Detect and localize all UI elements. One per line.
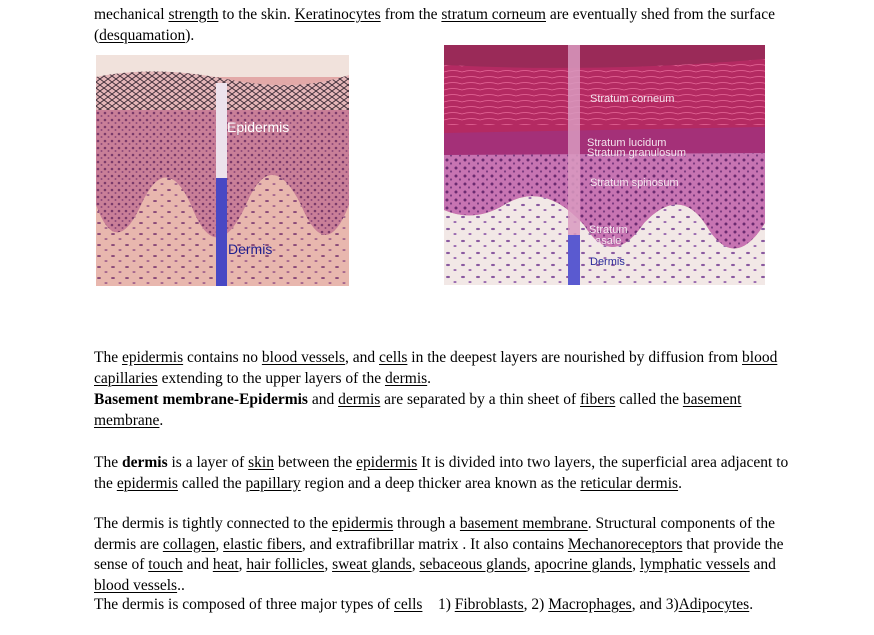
link-keratinocytes[interactable]: Keratinocytes bbox=[294, 6, 381, 23]
intro-paragraph bbox=[94, 5, 794, 46]
link-basement-membrane[interactable]: basement membrane bbox=[94, 391, 742, 429]
label-dermis-fig2: Dermis bbox=[590, 256, 625, 268]
link-hair-follicles[interactable]: hair follicles bbox=[246, 556, 325, 573]
dermis-intro-paragraph bbox=[94, 453, 794, 494]
label-stratum-granulosum: Stratum granulosum bbox=[587, 147, 687, 159]
text: and bbox=[749, 556, 776, 573]
text: , bbox=[632, 556, 640, 573]
label-stratum-spinosum: Stratum spinosum bbox=[590, 177, 679, 189]
link-cells[interactable]: cells bbox=[394, 596, 423, 613]
link-strength[interactable]: strength bbox=[168, 6, 219, 23]
text: , bbox=[411, 556, 420, 573]
link-cells[interactable]: cells bbox=[379, 349, 408, 366]
text: mechanical bbox=[94, 6, 169, 23]
text: The dermis is composed of three major types of bbox=[94, 596, 395, 613]
link-fibroblasts[interactable]: Fibroblasts bbox=[454, 596, 524, 613]
label-dermis: Dermis bbox=[228, 241, 273, 257]
term-dermis: dermis bbox=[121, 454, 168, 471]
link-collagen[interactable]: collagen bbox=[162, 535, 216, 553]
link-fibers[interactable]: fibers bbox=[580, 391, 616, 408]
text: called the bbox=[177, 474, 246, 492]
label-stratum-corneum: Stratum corneum bbox=[590, 93, 675, 105]
link-epidermis[interactable]: epidermis bbox=[121, 349, 184, 366]
text: called the bbox=[615, 391, 683, 408]
text: ). bbox=[185, 26, 195, 44]
text: , bbox=[238, 556, 247, 573]
text: The bbox=[94, 454, 122, 471]
basement-membrane-paragraph bbox=[94, 390, 794, 431]
text: is a layer of bbox=[167, 454, 249, 471]
text: , and 3) bbox=[631, 596, 679, 613]
link-blood[interactable]: blood bbox=[742, 349, 778, 366]
text: The bbox=[94, 349, 122, 366]
dermis-structure-paragraph bbox=[94, 514, 794, 596]
text: in the deepest layers are nourished by diffusion from bbox=[407, 349, 743, 366]
text: , bbox=[215, 535, 224, 553]
link-dermis[interactable]: dermis bbox=[338, 391, 381, 408]
heading-basement-membrane: Basement membrane-Epidermis bbox=[94, 391, 308, 408]
link-reticular-dermis[interactable]: reticular dermis bbox=[580, 474, 679, 492]
text: that provide the sense of bbox=[94, 535, 784, 573]
link-lymphatic-vessels[interactable]: lymphatic vessels bbox=[639, 556, 750, 573]
link-adipocytes[interactable]: Adipocytes bbox=[678, 596, 750, 613]
text: , bbox=[324, 556, 333, 573]
link-macrophages[interactable]: Macrophages bbox=[548, 596, 632, 613]
link-elastic-fibers[interactable]: elastic fibers bbox=[223, 535, 302, 553]
link-sebaceous-glands[interactable]: sebaceous glands bbox=[419, 556, 527, 573]
link-blood-vessels[interactable]: blood vessels bbox=[261, 349, 345, 366]
link-apocrine-glands[interactable]: apocrine glands bbox=[534, 556, 633, 573]
text: . bbox=[678, 474, 682, 492]
histology-drawing bbox=[96, 55, 349, 286]
link-papillary[interactable]: papillary bbox=[245, 474, 301, 492]
text: and bbox=[307, 391, 339, 408]
link-stratum-corneum[interactable]: stratum corneum bbox=[441, 6, 546, 23]
text: . bbox=[749, 596, 754, 613]
link-epidermis[interactable]: epidermis bbox=[356, 454, 418, 471]
label-stratum-basale-line2: basale bbox=[589, 235, 622, 247]
link-touch[interactable]: touch bbox=[148, 556, 183, 573]
histology-image-epidermal-strata bbox=[444, 45, 765, 285]
text: and bbox=[182, 556, 213, 573]
text: The dermis is tightly connected to the bbox=[94, 515, 333, 532]
text: , and bbox=[344, 349, 379, 366]
text: . bbox=[159, 411, 164, 429]
text: extending to the upper layers of the bbox=[157, 369, 385, 387]
link-sweat-glands[interactable]: sweat glands bbox=[332, 556, 412, 573]
link-mechanoreceptors[interactable]: Mechanoreceptors bbox=[567, 535, 683, 553]
link-epidermis[interactable]: epidermis bbox=[116, 474, 178, 492]
text: through a bbox=[393, 515, 460, 532]
link-desquamation[interactable]: desquamation bbox=[99, 26, 186, 44]
text: to the skin. bbox=[218, 6, 295, 23]
text: 1) bbox=[422, 596, 455, 613]
text: between the bbox=[273, 454, 357, 471]
label-epidermis: Epidermis bbox=[227, 119, 290, 135]
text: , bbox=[526, 556, 535, 573]
label-stratum-basale-line1: Stratum bbox=[589, 224, 628, 236]
epidermis-paragraph bbox=[94, 348, 794, 389]
link-dermis[interactable]: dermis bbox=[384, 369, 428, 387]
link-basement-membrane[interactable]: basement membrane bbox=[459, 515, 588, 532]
link-capillaries[interactable]: capillaries bbox=[94, 369, 158, 387]
text: It is divided into two layers, the superficial area adjacent to the bbox=[94, 454, 789, 492]
text: contains no bbox=[183, 349, 262, 366]
link-blood-vessels[interactable]: blood vessels bbox=[94, 576, 178, 594]
histology-image-epidermis-dermis bbox=[96, 55, 349, 286]
text: are eventually shed from the surface ( bbox=[94, 6, 775, 44]
label-stratum-lucidum: Stratum lucidum bbox=[587, 137, 667, 149]
text: .. bbox=[177, 576, 185, 594]
link-heat[interactable]: heat bbox=[212, 556, 239, 573]
text: from the bbox=[380, 6, 442, 23]
link-skin[interactable]: skin bbox=[248, 454, 274, 471]
text: . bbox=[427, 369, 432, 387]
text: are separated by a thin sheet of bbox=[380, 391, 580, 408]
strata-drawing bbox=[444, 45, 765, 285]
link-epidermis[interactable]: epidermis bbox=[332, 515, 394, 532]
text: , 2) bbox=[523, 596, 549, 613]
text: region and a deep thicker area known as the bbox=[300, 474, 581, 492]
dermis-cells-paragraph bbox=[94, 595, 794, 616]
text: , and extrafibrillar matrix . It also contains bbox=[301, 535, 568, 553]
text: . Structural components of the dermis are bbox=[94, 515, 775, 553]
